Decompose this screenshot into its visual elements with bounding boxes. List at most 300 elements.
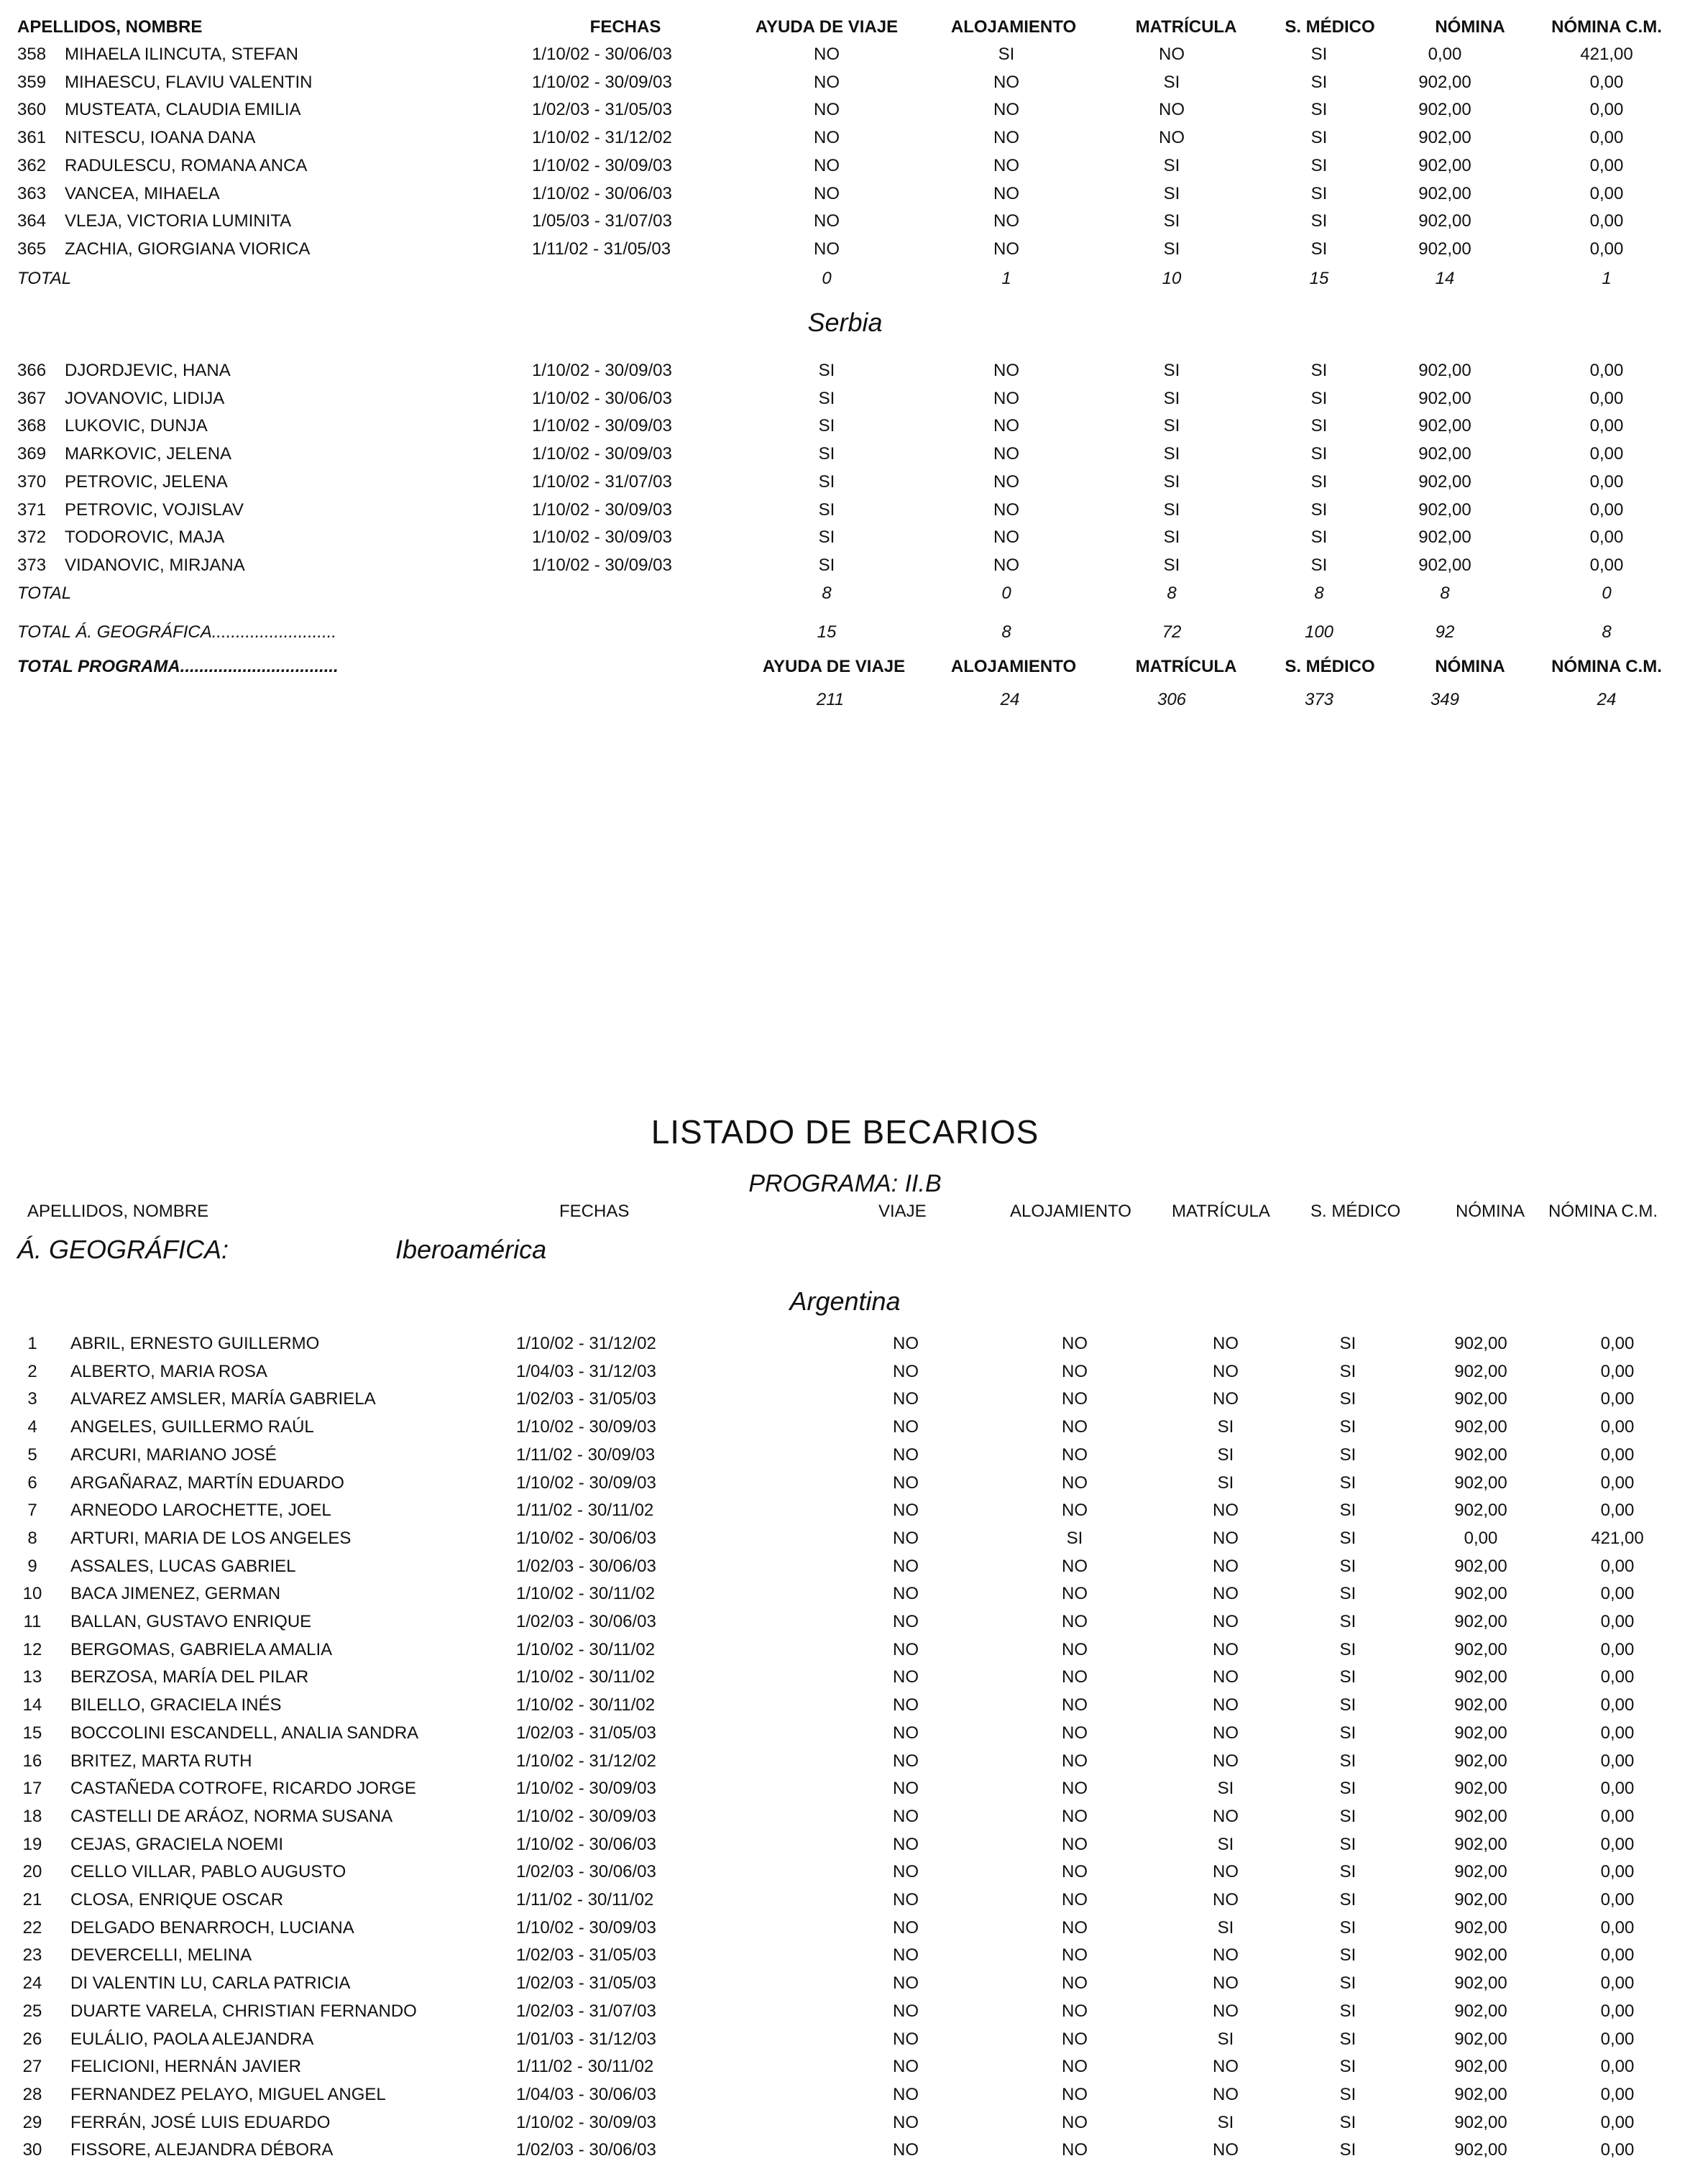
row-tuition: SI [1163, 416, 1180, 436]
row-name: DI VALENTIN LU, CARLA PATRICIA [70, 1973, 351, 1994]
row-name: DELGADO BENARROCH, LUCIANA [70, 1917, 354, 1938]
row-payroll: 902,00 [1454, 1862, 1507, 1882]
row-medical: SI [1339, 2084, 1356, 2104]
row-number: 6 [27, 1473, 37, 1493]
row-tuition: SI [1217, 1779, 1234, 1799]
row-travel: NO [893, 1389, 919, 1409]
row-tuition: SI [1163, 499, 1180, 520]
row-name: NITESCU, IOANA DANA [65, 128, 256, 148]
row-payroll-cm: 0,00 [1600, 2112, 1635, 2132]
row-travel: NO [814, 128, 840, 148]
total-travel: 8 [822, 584, 832, 603]
row-payroll-cm: 0,00 [1600, 1834, 1635, 1854]
row-payroll-cm: 0,00 [1600, 2140, 1635, 2160]
col-medical-header: S. MÉDICO [1285, 657, 1375, 676]
row-name: MIHAESCU, FLAVIU VALENTIN [65, 72, 313, 92]
row-lodging: NO [1062, 1779, 1088, 1799]
table-row [0, 125, 1690, 152]
row-dates: 1/10/02 - 30/09/03 [516, 1917, 656, 1938]
row-number: 372 [17, 527, 47, 548]
row-payroll: 902,00 [1454, 1917, 1507, 1938]
row-dates: 1/04/03 - 30/06/03 [516, 2084, 656, 2104]
row-payroll-cm: 0,00 [1600, 2084, 1635, 2104]
col-payroll-header: NÓMINA [1456, 1202, 1525, 1221]
row-number: 9 [27, 1556, 37, 1576]
row-dates: 1/05/03 - 31/07/03 [532, 211, 672, 231]
row-tuition: NO [1213, 2001, 1239, 2021]
row-travel: NO [893, 1361, 919, 1381]
row-payroll: 902,00 [1454, 1473, 1507, 1493]
row-payroll-cm: 0,00 [1589, 388, 1624, 408]
row-lodging: NO [1062, 1862, 1088, 1882]
table-row [0, 1637, 1690, 1664]
table-row [0, 1526, 1690, 1553]
total-medical: 15 [1309, 269, 1329, 288]
row-medical: SI [1339, 1751, 1356, 1771]
row-payroll: 902,00 [1418, 211, 1471, 231]
table-row [0, 1664, 1690, 1692]
row-payroll-cm: 0,00 [1600, 1473, 1635, 1493]
row-payroll-cm: 0,00 [1589, 100, 1624, 120]
row-lodging: NO [1062, 1945, 1088, 1966]
table-row [0, 42, 1690, 69]
row-payroll-cm: 0,00 [1600, 1639, 1635, 1659]
row-medical: SI [1339, 2140, 1356, 2160]
row-payroll-cm: 0,00 [1589, 128, 1624, 148]
row-payroll: 902,00 [1454, 2112, 1507, 2132]
table-row [0, 2054, 1690, 2081]
row-lodging: NO [1062, 1334, 1088, 1353]
row-travel: NO [814, 211, 840, 231]
row-travel: NO [893, 1834, 919, 1854]
row-name: ALVAREZ AMSLER, MARÍA GABRIELA [70, 1389, 376, 1409]
row-payroll: 0,00 [1464, 1528, 1498, 1548]
row-travel: NO [893, 1528, 919, 1548]
row-medical: SI [1339, 1917, 1356, 1938]
row-dates: 1/02/03 - 31/07/03 [516, 2001, 656, 2021]
row-lodging: NO [1062, 2057, 1088, 2077]
row-number: 371 [17, 499, 47, 520]
row-dates: 1/10/02 - 31/07/03 [532, 471, 672, 492]
row-name: ABRIL, ERNESTO GUILLERMO [70, 1334, 320, 1353]
table-row [0, 1832, 1690, 1859]
row-number: 26 [22, 2029, 42, 2049]
row-payroll: 902,00 [1454, 1751, 1507, 1771]
row-number: 367 [17, 388, 47, 408]
row-payroll: 902,00 [1454, 1806, 1507, 1826]
row-travel: NO [893, 1445, 919, 1465]
row-dates: 1/02/03 - 31/05/03 [516, 1723, 656, 1743]
row-lodging: NO [1062, 1723, 1088, 1743]
row-dates: 1/10/02 - 30/06/03 [532, 45, 672, 64]
row-number: 364 [17, 211, 47, 231]
row-payroll-cm: 0,00 [1600, 1723, 1635, 1743]
table-row [0, 1442, 1690, 1470]
row-lodging: NO [1062, 2084, 1088, 2104]
row-dates: 1/10/02 - 30/06/03 [516, 1834, 656, 1854]
row-tuition: NO [1213, 1945, 1239, 1966]
row-dates: 1/02/03 - 31/05/03 [516, 1945, 656, 1966]
row-payroll-cm: 0,00 [1589, 444, 1624, 464]
row-tuition: NO [1213, 1751, 1239, 1771]
row-dates: 1/10/02 - 30/09/03 [516, 1779, 656, 1799]
col-payroll-cm-header: NÓMINA C.M. [1551, 657, 1662, 676]
row-lodging: NO [1062, 1751, 1088, 1771]
row-number: 366 [17, 361, 47, 380]
row-payroll: 902,00 [1418, 499, 1471, 520]
row-tuition: NO [1213, 1528, 1239, 1548]
row-tuition: SI [1217, 1917, 1234, 1938]
row-travel: NO [893, 1806, 919, 1826]
row-payroll: 902,00 [1418, 444, 1471, 464]
row-tuition: NO [1213, 2084, 1239, 2104]
row-number: 373 [17, 555, 47, 575]
row-name: JOVANOVIC, LIDIJA [65, 388, 225, 408]
row-number: 21 [22, 1890, 42, 1909]
row-medical: SI [1310, 45, 1328, 64]
row-tuition: NO [1213, 1695, 1239, 1715]
col-payroll-header: NÓMINA [1435, 657, 1505, 676]
row-payroll-cm: 0,00 [1600, 1779, 1635, 1799]
row-payroll: 902,00 [1454, 2140, 1507, 2160]
row-payroll: 902,00 [1418, 388, 1471, 408]
row-tuition: NO [1213, 1361, 1239, 1381]
row-dates: 1/02/03 - 31/05/03 [516, 1973, 656, 1994]
row-travel: NO [893, 1779, 919, 1799]
row-payroll: 902,00 [1454, 1834, 1507, 1854]
row-lodging: NO [993, 555, 1019, 575]
row-medical: SI [1339, 1473, 1356, 1493]
row-lodging: SI [1066, 1528, 1083, 1548]
row-tuition: NO [1213, 1667, 1239, 1687]
row-medical: SI [1310, 499, 1328, 520]
col-travel-header: AYUDA DE VIAJE [762, 657, 906, 676]
row-tuition: SI [1217, 1417, 1234, 1437]
row-lodging: NO [1062, 1973, 1088, 1994]
row-travel: NO [893, 1612, 919, 1631]
row-dates: 1/10/02 - 30/09/03 [532, 416, 672, 436]
row-name: BALLAN, GUSTAVO ENRIQUE [70, 1612, 312, 1631]
row-number: 18 [22, 1806, 42, 1826]
row-number: 22 [22, 1917, 42, 1938]
row-payroll: 902,00 [1454, 1417, 1507, 1437]
table-row [0, 2027, 1690, 2054]
row-dates: 1/10/02 - 30/11/02 [516, 1584, 656, 1604]
row-travel: NO [814, 155, 840, 175]
row-number: 16 [22, 1751, 42, 1771]
table-row [0, 181, 1690, 208]
row-name: DJORDJEVIC, HANA [65, 361, 231, 380]
table-row [0, 1971, 1690, 1998]
row-number: 23 [22, 1945, 42, 1966]
row-name: ARGAÑARAZ, MARTÍN EDUARDO [70, 1473, 344, 1493]
row-lodging: NO [993, 361, 1019, 380]
total-payroll: 14 [1435, 269, 1455, 288]
row-medical: SI [1339, 1361, 1356, 1381]
row-medical: SI [1339, 1667, 1356, 1687]
row-payroll-cm: 0,00 [1600, 1361, 1635, 1381]
row-number: 20 [22, 1862, 42, 1882]
row-payroll-cm: 0,00 [1600, 1806, 1635, 1826]
col-payroll-header: NÓMINA [1435, 17, 1505, 37]
row-number: 4 [27, 1417, 37, 1437]
row-payroll-cm: 0,00 [1589, 72, 1624, 92]
row-travel: NO [893, 1556, 919, 1576]
row-tuition: SI [1163, 555, 1180, 575]
row-lodging: NO [993, 72, 1019, 92]
row-name: ARCURI, MARIANO JOSÉ [70, 1445, 277, 1465]
row-tuition: NO [1213, 1862, 1239, 1882]
row-payroll: 902,00 [1454, 1389, 1507, 1409]
table-row [0, 153, 1690, 180]
table-row [0, 70, 1690, 97]
row-travel: NO [893, 2084, 919, 2104]
row-travel: NO [893, 1917, 919, 1938]
row-travel: NO [893, 1639, 919, 1659]
row-name: VLEJA, VICTORIA LUMINITA [65, 211, 292, 231]
table-row [0, 1943, 1690, 1970]
geo-area-label: Á. GEOGRÁFICA: [17, 1235, 229, 1264]
row-payroll: 902,00 [1418, 471, 1471, 492]
row-travel: NO [814, 100, 840, 120]
total-payroll: 8 [1440, 584, 1450, 603]
row-lodging: NO [1062, 1834, 1088, 1854]
table-row [0, 208, 1690, 236]
row-lodging: NO [993, 416, 1019, 436]
row-name: VANCEA, MIHAELA [65, 183, 220, 203]
table-row [0, 97, 1690, 124]
row-payroll-cm: 0,00 [1600, 2001, 1635, 2021]
row-tuition: NO [1213, 1501, 1239, 1521]
row-tuition: NO [1159, 45, 1185, 64]
row-tuition: NO [1213, 1612, 1239, 1631]
row-travel: NO [814, 45, 840, 64]
table-row [0, 1999, 1690, 2026]
table-row [0, 2082, 1690, 2109]
row-number: 29 [22, 2112, 42, 2132]
country-title-argentina: Argentina [789, 1286, 901, 1316]
row-lodging: NO [1062, 1584, 1088, 1604]
row-payroll-cm: 421,00 [1591, 1528, 1644, 1548]
col-lodging-header: ALOJAMIENTO [1010, 1202, 1131, 1221]
col-dates-header: FECHAS [559, 1202, 630, 1221]
program-subtitle: PROGRAMA: II.B [748, 1170, 942, 1197]
country-title-serbia: Serbia [807, 308, 883, 337]
row-medical: SI [1310, 239, 1328, 259]
table-row [0, 413, 1690, 441]
row-travel: NO [893, 2057, 919, 2077]
row-tuition: SI [1217, 1473, 1234, 1493]
table-row [0, 1776, 1690, 1803]
row-payroll-cm: 0,00 [1589, 471, 1624, 492]
row-lodging: NO [1062, 1556, 1088, 1576]
row-payroll-cm: 0,00 [1600, 1751, 1635, 1771]
row-dates: 1/10/02 - 30/06/03 [532, 183, 672, 203]
row-lodging: NO [1062, 1695, 1088, 1715]
row-number: 27 [22, 2057, 42, 2077]
row-travel: NO [893, 1473, 919, 1493]
row-dates: 1/10/02 - 31/12/02 [532, 128, 672, 148]
row-name: DUARTE VARELA, CHRISTIAN FERNANDO [70, 2001, 417, 2021]
row-tuition: SI [1217, 2112, 1234, 2132]
row-number: 3 [27, 1389, 37, 1409]
row-payroll-cm: 0,00 [1589, 155, 1624, 175]
total-payroll: 349 [1430, 690, 1460, 709]
row-payroll-cm: 0,00 [1600, 1667, 1635, 1687]
row-number: 14 [22, 1695, 42, 1715]
row-travel: NO [893, 1723, 919, 1743]
row-payroll: 902,00 [1454, 1695, 1507, 1715]
row-payroll-cm: 0,00 [1600, 1389, 1635, 1409]
row-medical: SI [1339, 1695, 1356, 1715]
row-medical: SI [1339, 2112, 1356, 2132]
row-tuition: NO [1213, 1973, 1239, 1994]
row-payroll: 902,00 [1454, 2001, 1507, 2021]
row-name: LUKOVIC, DUNJA [65, 416, 208, 436]
row-medical: SI [1339, 1556, 1356, 1576]
row-medical: SI [1310, 183, 1328, 203]
row-payroll-cm: 0,00 [1600, 1917, 1635, 1938]
row-travel: SI [818, 388, 835, 408]
table-row [0, 1609, 1690, 1636]
total-lodging: 24 [1000, 690, 1020, 709]
row-lodging: NO [1062, 1361, 1088, 1381]
col-travel-header: VIAJE [878, 1202, 927, 1221]
row-dates: 1/11/02 - 30/11/02 [516, 1501, 654, 1521]
row-tuition: SI [1217, 1834, 1234, 1854]
row-dates: 1/02/03 - 30/06/03 [516, 1556, 656, 1576]
row-dates: 1/10/02 - 30/09/03 [532, 555, 672, 575]
row-name: CLOSA, ENRIQUE OSCAR [70, 1890, 284, 1909]
row-payroll: 902,00 [1454, 1445, 1507, 1465]
row-medical: SI [1339, 1862, 1356, 1882]
col-tuition-header: MATRÍCULA [1135, 17, 1237, 37]
row-dates: 1/11/02 - 30/09/03 [516, 1445, 656, 1465]
row-payroll: 902,00 [1418, 416, 1471, 436]
row-medical: SI [1339, 1584, 1356, 1604]
row-name: BERZOSA, MARÍA DEL PILAR [70, 1667, 309, 1687]
total-payroll-cm: 0 [1602, 584, 1612, 603]
row-medical: SI [1339, 1834, 1356, 1854]
row-payroll-cm: 0,00 [1600, 1612, 1635, 1631]
row-tuition: NO [1213, 1556, 1239, 1576]
row-travel: NO [893, 2112, 919, 2132]
row-payroll-cm: 0,00 [1600, 1584, 1635, 1604]
row-tuition: NO [1213, 1806, 1239, 1826]
table-row [0, 1386, 1690, 1414]
row-medical: SI [1339, 2057, 1356, 2077]
row-number: 365 [17, 239, 47, 259]
row-lodging: NO [1062, 1389, 1088, 1409]
total-payroll: 92 [1435, 622, 1455, 642]
row-payroll-cm: 0,00 [1600, 1445, 1635, 1465]
row-number: 369 [17, 444, 47, 464]
row-payroll: 902,00 [1418, 527, 1471, 548]
total-medical: 373 [1304, 690, 1334, 709]
row-tuition: SI [1163, 388, 1180, 408]
total-payroll-cm: 8 [1602, 622, 1612, 642]
row-name: TODOROVIC, MAJA [65, 527, 225, 548]
total-lodging: 8 [1001, 622, 1011, 642]
col-tuition-header: MATRÍCULA [1172, 1202, 1270, 1221]
row-lodging: NO [1062, 1473, 1088, 1493]
row-tuition: SI [1163, 155, 1180, 175]
row-payroll: 902,00 [1418, 128, 1471, 148]
geo-area-value: Iberoamérica [395, 1235, 547, 1264]
table-row [0, 1554, 1690, 1581]
row-lodging: NO [993, 499, 1019, 520]
table-row [0, 1331, 1690, 1358]
row-travel: NO [893, 1334, 919, 1353]
row-travel: NO [893, 1973, 919, 1994]
row-medical: SI [1339, 1501, 1356, 1521]
table-row [0, 1859, 1690, 1886]
program-total-label: TOTAL PROGRAMA................................. [17, 657, 339, 676]
row-name: VIDANOVIC, MIRJANA [65, 555, 245, 575]
row-medical: SI [1339, 2001, 1356, 2021]
row-payroll-cm: 0,00 [1600, 2029, 1635, 2049]
row-tuition: SI [1163, 471, 1180, 492]
row-dates: 1/02/03 - 30/06/03 [516, 1612, 656, 1631]
col-name-header: APELLIDOS, NOMBRE [17, 17, 203, 37]
total-label: TOTAL [17, 269, 72, 288]
row-payroll: 902,00 [1454, 2084, 1507, 2104]
row-number: 360 [17, 100, 47, 120]
row-lodging: NO [1062, 2112, 1088, 2132]
total-travel: 15 [817, 622, 837, 642]
row-medical: SI [1310, 527, 1328, 548]
row-lodging: NO [993, 183, 1019, 203]
row-name: BERGOMAS, GABRIELA AMALIA [70, 1639, 333, 1659]
row-number: 8 [27, 1528, 37, 1548]
total-tuition: 72 [1162, 622, 1182, 642]
row-payroll-cm: 0,00 [1589, 239, 1624, 259]
total-lodging: 1 [1001, 269, 1011, 288]
col-tuition-header: MATRÍCULA [1135, 657, 1237, 676]
row-payroll-cm: 0,00 [1600, 1501, 1635, 1521]
row-name: DEVERCELLI, MELINA [70, 1945, 252, 1966]
row-travel: NO [893, 2029, 919, 2049]
row-name: CEJAS, GRACIELA NOEMI [70, 1834, 284, 1854]
row-dates: 1/10/02 - 30/09/03 [516, 2112, 656, 2132]
table-row [0, 1470, 1690, 1498]
table-row [0, 553, 1690, 580]
row-payroll: 902,00 [1454, 1334, 1507, 1353]
row-tuition: NO [1213, 2057, 1239, 2077]
row-number: 28 [22, 2084, 42, 2104]
row-medical: SI [1310, 416, 1328, 436]
row-payroll: 902,00 [1454, 1612, 1507, 1631]
row-payroll: 902,00 [1454, 2029, 1507, 2049]
row-medical: SI [1339, 1806, 1356, 1826]
row-payroll: 902,00 [1418, 555, 1471, 575]
col-dates-header: FECHAS [589, 17, 661, 37]
row-travel: NO [893, 1417, 919, 1437]
row-medical: SI [1339, 1890, 1356, 1909]
table-row [0, 1748, 1690, 1776]
row-tuition: NO [1213, 1334, 1239, 1353]
row-payroll: 902,00 [1454, 1667, 1507, 1687]
table-row [0, 1804, 1690, 1831]
row-travel: SI [818, 361, 835, 380]
geo-total-row [0, 619, 1690, 647]
row-number: 5 [27, 1445, 37, 1465]
row-medical: SI [1339, 1723, 1356, 1743]
row-lodging: NO [1062, 1890, 1088, 1909]
row-dates: 1/02/03 - 30/06/03 [516, 2140, 656, 2160]
row-travel: SI [818, 555, 835, 575]
table-row [0, 236, 1690, 264]
